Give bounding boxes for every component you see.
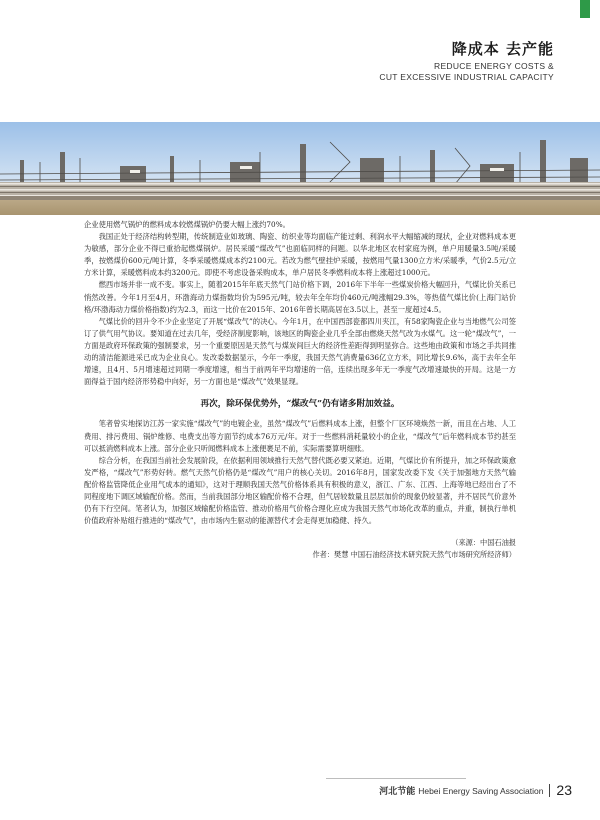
- article-body: [84, 219, 516, 561]
- page-footer: [379, 779, 572, 801]
- source-line: （来源：中国石油报: [451, 538, 516, 548]
- accent-bar: [580, 0, 590, 18]
- paragraph: 燃西市场并非一成不变。事实上，随着2015年年底天然气门站价格下调，2016年下半年一些煤炭价格大幅回升，气煤比价关系已悄然改善。今年1月至4月，环渤海动力煤指数均价为595元/吨，较去年全年均价460元/吨涨幅29.3%，等热值气煤比价(上海门站价格/环渤海动力煤价格指数)约为2.3，而这一比价在2015年、2016年曾长期高居在3.5以上，甚至一度超过4.5。: [84, 280, 516, 314]
- page-number: 23: [556, 782, 572, 798]
- highlight-heading: 再次，除环保优势外，“煤改气”仍有诸多附加效益。: [200, 399, 400, 410]
- paragraph: 我国正处于经济结构转型期，传统制造业如玻璃、陶瓷、纺织业等均面临产能过剩、利润水平大幅缩减的现状，企业对燃料成本更为敏感，部分企业不得已重拾起燃煤锅炉。居民采暖“煤改气”也面临同样的问题。以华北地区农村家庭为例，单户用暖量3.5吨/采暖季，按燃煤价600元/吨计算，冬季采暖燃煤成本约2100元。若改为燃气壁挂炉采暖，按燃用气量1300立方米/采暖季，气价2.5元/立方米计算，采暖燃料成本约3200元。即使不考虑设备采购成本，单户居民冬季燃料成本将上涨超过1000元。: [84, 232, 516, 278]
- section-title: 降成本 去产能: [451, 40, 554, 58]
- section-header: [379, 38, 554, 83]
- article-source: [84, 537, 516, 561]
- publication-name: [379, 784, 543, 797]
- paragraph: 笔者曾实地探访江苏一家实施“煤改气”的电镀企业，虽然“煤改气”后燃料成本上涨，但整个厂区环境焕然一新，而且在占地、人工费用、排污费用、锅炉维修、电费支出等方面节约成本76万元/年。对于一些燃料消耗量较小的企业，“煤改气”后年燃料成本节约甚至可以抵消燃料成本上涨。部分企业只听闻燃料成本上涨便裹足不前，实际需要算明细账。: [84, 419, 516, 453]
- refinery-photo: [0, 122, 600, 215]
- section-subtitle-line1: REDUCE ENERGY COSTS &: [434, 61, 554, 71]
- paragraph: 企业使用燃气锅炉的燃料成本较燃煤锅炉仍要大幅上涨约70%。: [84, 220, 290, 229]
- publication-name-cn: 河北节能: [379, 786, 416, 797]
- section-subtitle-line2: CUT EXCESSIVE INDUSTRIAL CAPACITY: [379, 72, 554, 82]
- publication-name-en: Hebei Energy Saving Association: [418, 785, 544, 796]
- section-subtitle: [379, 61, 554, 83]
- footer-separator: [549, 784, 550, 797]
- paragraph: 综合分析，在我国当前社会发展阶段，在依据利用领域推行天然气替代既必要又紧迫。近期，气煤比价有所提升，加之环保政策愈发严格，“煤改气”形势好转。燃气天然气价格仍是“煤改气”用户的核心关切。2016年8月，国家发改委下发《关于加强地方天然气输配价格监管降低企业用气成本的通知》，这对于理顺我国天然气价格体系具有积极的意义，浙江、广东、江西、上海等地已经出台了不同程度地下调区域输配价格。然而，当前我国部分地区输配价格不合理，但气居较数量且层层加价的现象仍较显著，并不居民气价意外仍有下行空间。笔者认为，加强区域输配价格监管、推动价格用气价格合理化应成为我国天然气市场化改革的重点，并重，制执行单机价值政府补贴组行推进的“煤改气”，由市场内生驱动的能源替代才会走得更加稳健、持久。: [84, 455, 516, 526]
- author-line: 作者：樊慧 中国石油经济技术研究院天然气市场研究所经济师）: [312, 550, 516, 560]
- paragraph: 气煤比价的回升令不少企业坚定了开展“煤改气”的决心。今年1月，在中国西部瓷都四川夹江，有58家陶瓷企业与当地燃气公司签订了供气用气协议。要知道在过去几年，受经济制度影响，该地区的陶瓷企业几乎全部由燃烧天然气改为水煤气。这一轮“煤改气”，一方面是政府环保政策的强制要求，另一个重要原因是天然气与煤炭间巨大的经济性差距得到明显弥合。这些地由政策和市场之手共同推动的清洁能源进采已成为企业良心。发改委数据显示，今年一季度，我国天然气消费量636亿立方米，同比增长9.6%，高于去年全年增速，且4月、5月增速超过同期一季度增速，相当于前两年平均增速的一倍，连续出现多年无一季度气改增速最快的开局。这是一方面得益于国内经济形势稳中向好，另一方面也是“煤改气”效果显现。: [84, 316, 516, 387]
